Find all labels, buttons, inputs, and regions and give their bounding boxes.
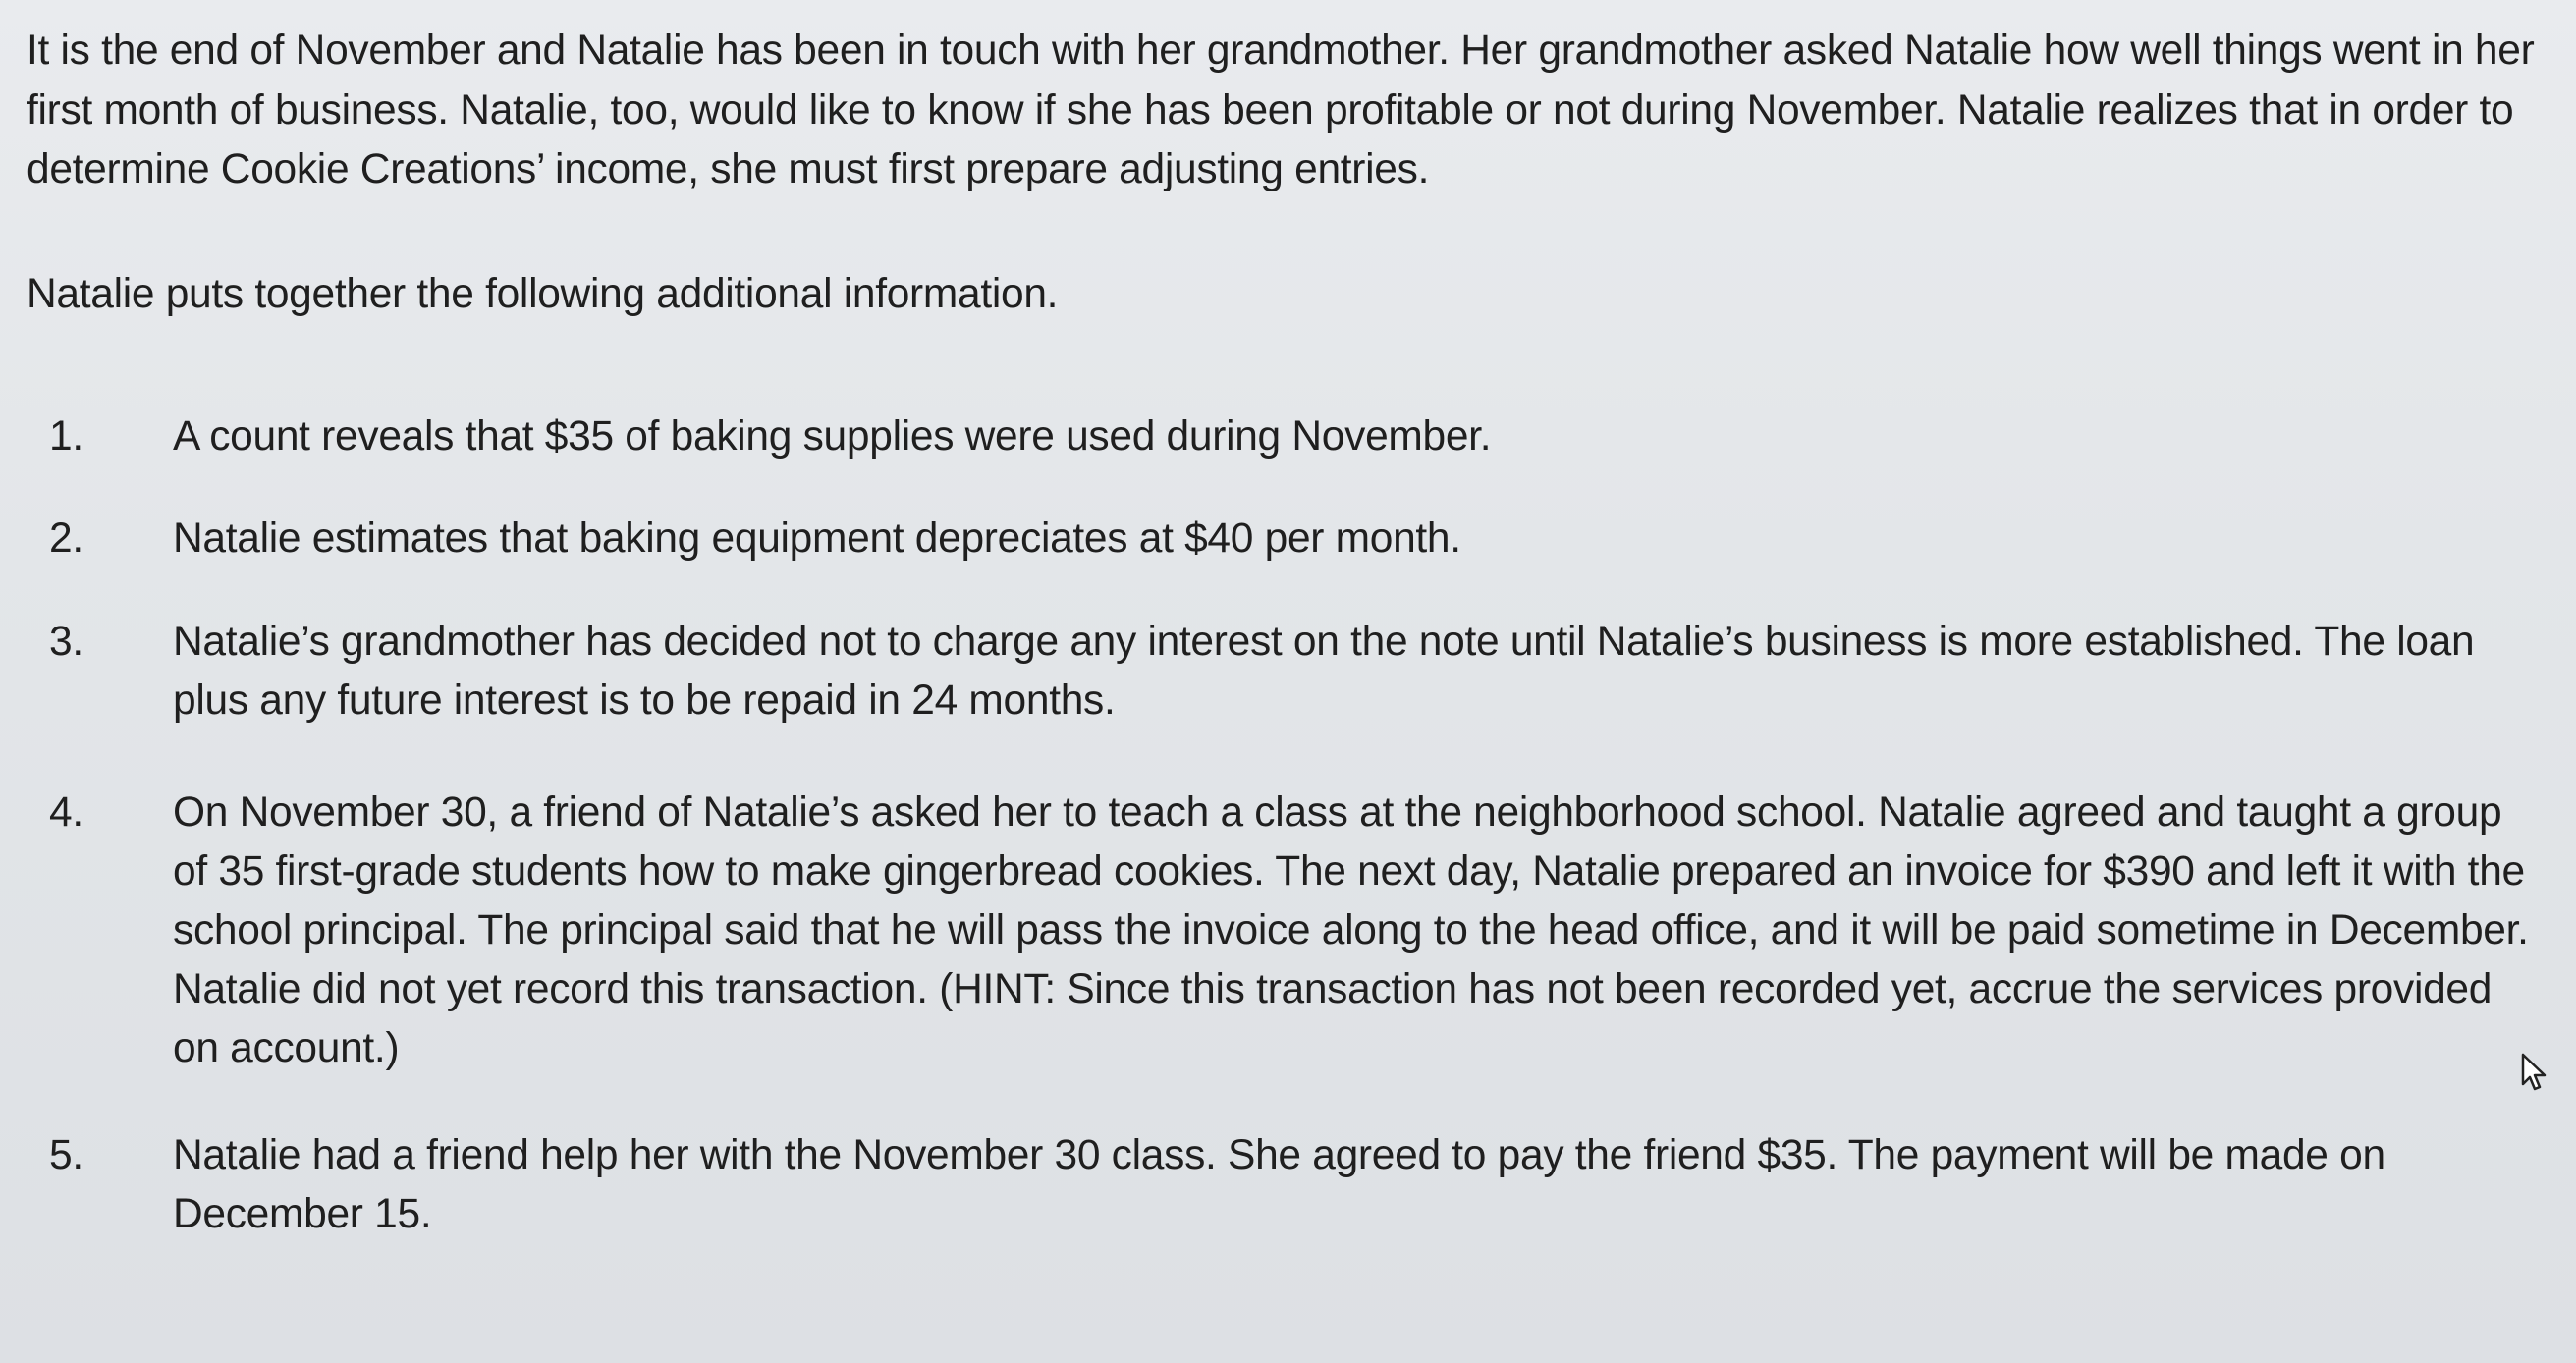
item-number: 5. <box>49 1132 83 1178</box>
item-text: Natalie had a friend help her with the November 30 class. She agreed to pay the friend $35. The payment will be made on December 15. <box>173 1132 2385 1237</box>
item-text: Natalie estimates that baking equipment depreciates at $40 per month. <box>173 516 1461 562</box>
item-text: Natalie’s grandmother has decided not to charge any interest on the note until Natalie’s business is more established. The loan plus any future interest is to be repaid in 24 months. <box>173 619 2475 724</box>
item-number: 4. <box>49 790 83 836</box>
item-text: On November 30, a friend of Natalie’s asked her to teach a class at the neighborhood school. Natalie agreed and taught a group of 35 first-grade students how to make gingerbread cookies. The next day, Natalie prepared an invoice for $390 and left it with the school principal. The principal said that he will pass the invoice along to the head office, and it will be paid sometime in December. Natalie did not yet record this transaction. (HINT: Since this transaction has not been recorded yet, accrue the services provided on account.) <box>173 790 2529 1071</box>
info-lead-text: Natalie puts together the following additional information. <box>27 271 1059 317</box>
item-number: 2. <box>49 516 83 562</box>
intro-paragraph: It is the end of November and Natalie has been in touch with her grandmother. Her grandmother asked Natalie how well things went in her first month of business. Natalie, too, would like to know if she has been profitable or not during November. Natalie realizes that in order to determine Cookie Creations’ income, she must first prepare adjusting entries. <box>27 27 2535 192</box>
mouse-pointer-icon <box>2520 1053 2549 1092</box>
item-number: 1. <box>49 413 83 460</box>
item-number: 3. <box>49 619 83 665</box>
item-text: A count reveals that $35 of baking supplies were used during November. <box>173 413 1492 460</box>
